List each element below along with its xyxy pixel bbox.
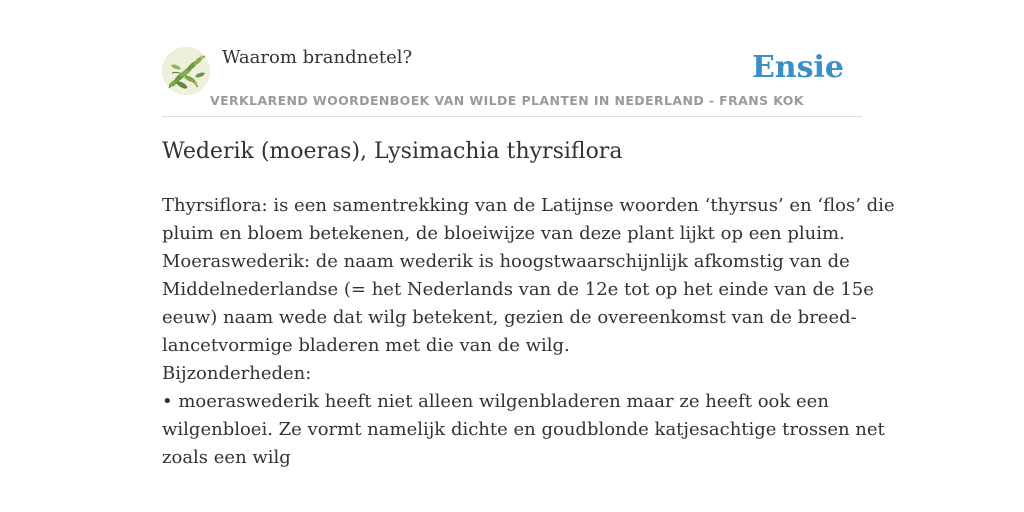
body-line: Middelnederlandse (= het Nederlands van de 12e tot op het einde van de 15e (162, 279, 874, 300)
body-line: Moeraswederik: de naam wederik is hoogstwaarschijnlijk afkomstig van de (162, 251, 850, 272)
body-line: lancetvormige bladeren met die van de wilg. (162, 335, 570, 356)
body-line: zoals een wilg (162, 447, 291, 468)
ensie-logo[interactable]: Ensie (751, 50, 844, 85)
entry-body (162, 192, 895, 472)
body-line: • moeraswederik heeft niet alleen wilgenbladeren maar ze heeft ook een (162, 391, 829, 412)
question-link[interactable]: Waarom brandnetel? (222, 47, 413, 68)
body-line: pluim en bloem betekenen, de bloeiwijze van deze plant lijkt op een pluim. (162, 223, 845, 244)
dictionary-source: VERKLAREND WOORDENBOEK VAN WILDE PLANTEN IN NEDERLAND - FRANS KOK (210, 93, 804, 108)
body-line: eeuw) naam wede dat wilg betekent, gezien de overeenkomst van de breed- (162, 307, 857, 328)
body-line: wilgenbloei. Ze vormt namelijk dichte en goudblonde katjesachtige trossen net (162, 419, 885, 440)
body-line: Thyrsiflora: is een samentrekking van de Latijnse woorden ‘thyrsus’ en ‘flos’ die (162, 195, 895, 216)
body-line: Bijzonderheden: (162, 363, 312, 384)
header (162, 44, 862, 117)
plant-illustration-icon[interactable] (162, 47, 210, 95)
entry-title: Wederik (moeras), Lysimachia thyrsiflora (162, 139, 623, 164)
